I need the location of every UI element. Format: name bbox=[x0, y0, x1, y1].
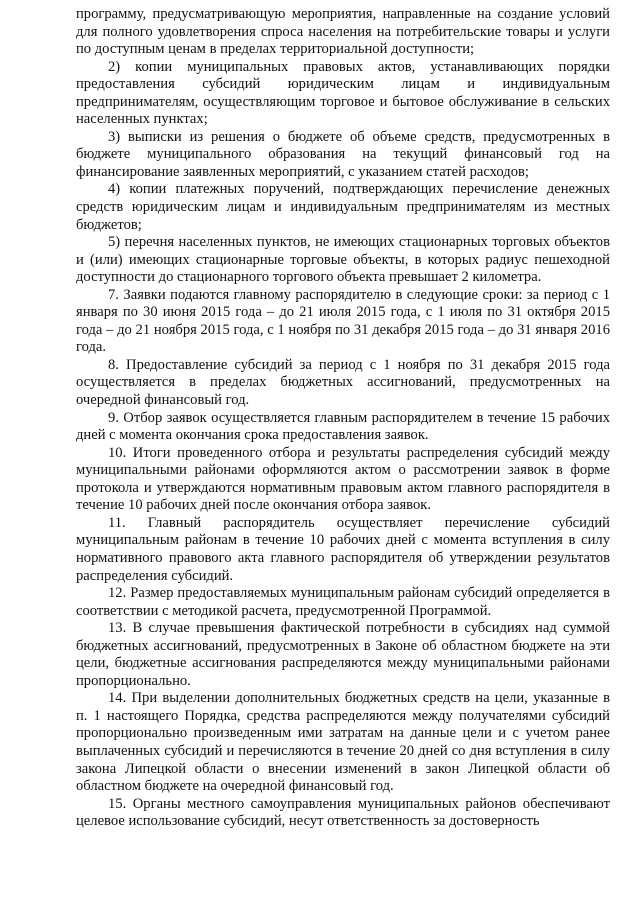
paragraph-clause-13: 13. В случае превышения фактической потребности в субсидиях над суммой бюджетных ассигнований, предусмотренных в Законе об областном бюджете на эти цели, бюджетные ассигнования распределяются между муниципальными районами пропорционально. bbox=[76, 620, 610, 689]
document-page bbox=[76, 6, 610, 831]
paragraph-clause-12: 12. Размер предоставляемых муниципальным районам субсидий определяется в соответствии с методикой расчета, предусмотренной Программой. bbox=[76, 585, 610, 619]
paragraph-clause-11: 11. Главный распорядитель осуществляет перечисление субсидий муниципальным районам в течение 10 рабочих дней с момента вступления в силу нормативного правового акта главного распорядителя об утверждении результатов распределения субсидий. bbox=[76, 514, 610, 584]
paragraph-clause-14: 14. При выделении дополнительных бюджетных средств на цели, указанные в п. 1 настоящего Порядка, средства распределяются между получателями субсидий пропорционально произведенным ими затратам на данные цели и с учетом ранее выплаченных субсидий и перечисляются в течение 20 дней со дня вступления в силу закона Липецкой области о внесении изменений в закон Липецкой области об областном бюджете на очередной финансовый год. bbox=[76, 690, 610, 795]
paragraph-item-5: 5) перечня населенных пунктов, не имеющих стационарных торговых объектов и (или) имеющих стационарные торговые объекты, в которых радиус пешеходной доступности до стационарного торгового объекта превышает 2 километра. bbox=[76, 234, 610, 286]
paragraph-clause-9: 9. Отбор заявок осуществляется главным распорядителем в течение 15 рабочих дней с момента окончания срока предоставления заявок. bbox=[76, 409, 610, 444]
paragraph-clause-8: 8. Предоставление субсидий за период с 1 ноября по 31 декабря 2015 года осуществляется в пределах бюджетных ассигнований, предусмотренных на очередной финансовый год. bbox=[76, 356, 610, 409]
paragraph-item-4: 4) копии платежных поручений, подтверждающих перечисление денежных средств юридическим лицам и индивидуальным предпринимателям из местных бюджетов; bbox=[76, 181, 610, 233]
paragraph-item-2: 2) копии муниципальных правовых актов, устанавливающих порядки предоставления субсидий юридическим лицам и индивидуальным предпринимателям, осуществляющим торговое и бытовое обслуживание в сельских населенных пунктах; bbox=[76, 58, 610, 128]
paragraph-clause-15: 15. Органы местного самоуправления муниципальных районов обеспечивают целевое использование субсидий, несут ответственность за достоверность bbox=[76, 795, 610, 830]
paragraph-clause-10: 10. Итоги проведенного отбора и результаты распределения субсидий между муниципальными районами оформляются актом о рассмотрении заявок в форме протокола и утверждаются нормативным правовым актом главного распорядителя в течение 10 рабочих дней после окончания отбора заявок. bbox=[76, 444, 610, 514]
paragraph-program-continuation: программу, предусматривающую мероприятия, направленные на создание условий для полного удовлетворения спроса населения на потребительские товары и услуги по доступным ценам в пределах территориальной доступности; bbox=[76, 6, 610, 58]
paragraph-item-3: 3) выписки из решения о бюджете об объеме средств, предусмотренных в бюджете муниципального образования на текущий финансовый год на финансирование заявленных мероприятий, с указанием статей расходов; bbox=[76, 128, 610, 180]
paragraph-clause-7: 7. Заявки подаются главному распорядителю в следующие сроки: за период с 1 января по 30 июня 2015 года – до 21 июля 2015 года, с 1 июля по 31 октября 2015 года – до 21 ноября 2015 года, с 1 ноября по 31 декабря 2015 года – до 31 января 2016 года. bbox=[76, 286, 610, 356]
